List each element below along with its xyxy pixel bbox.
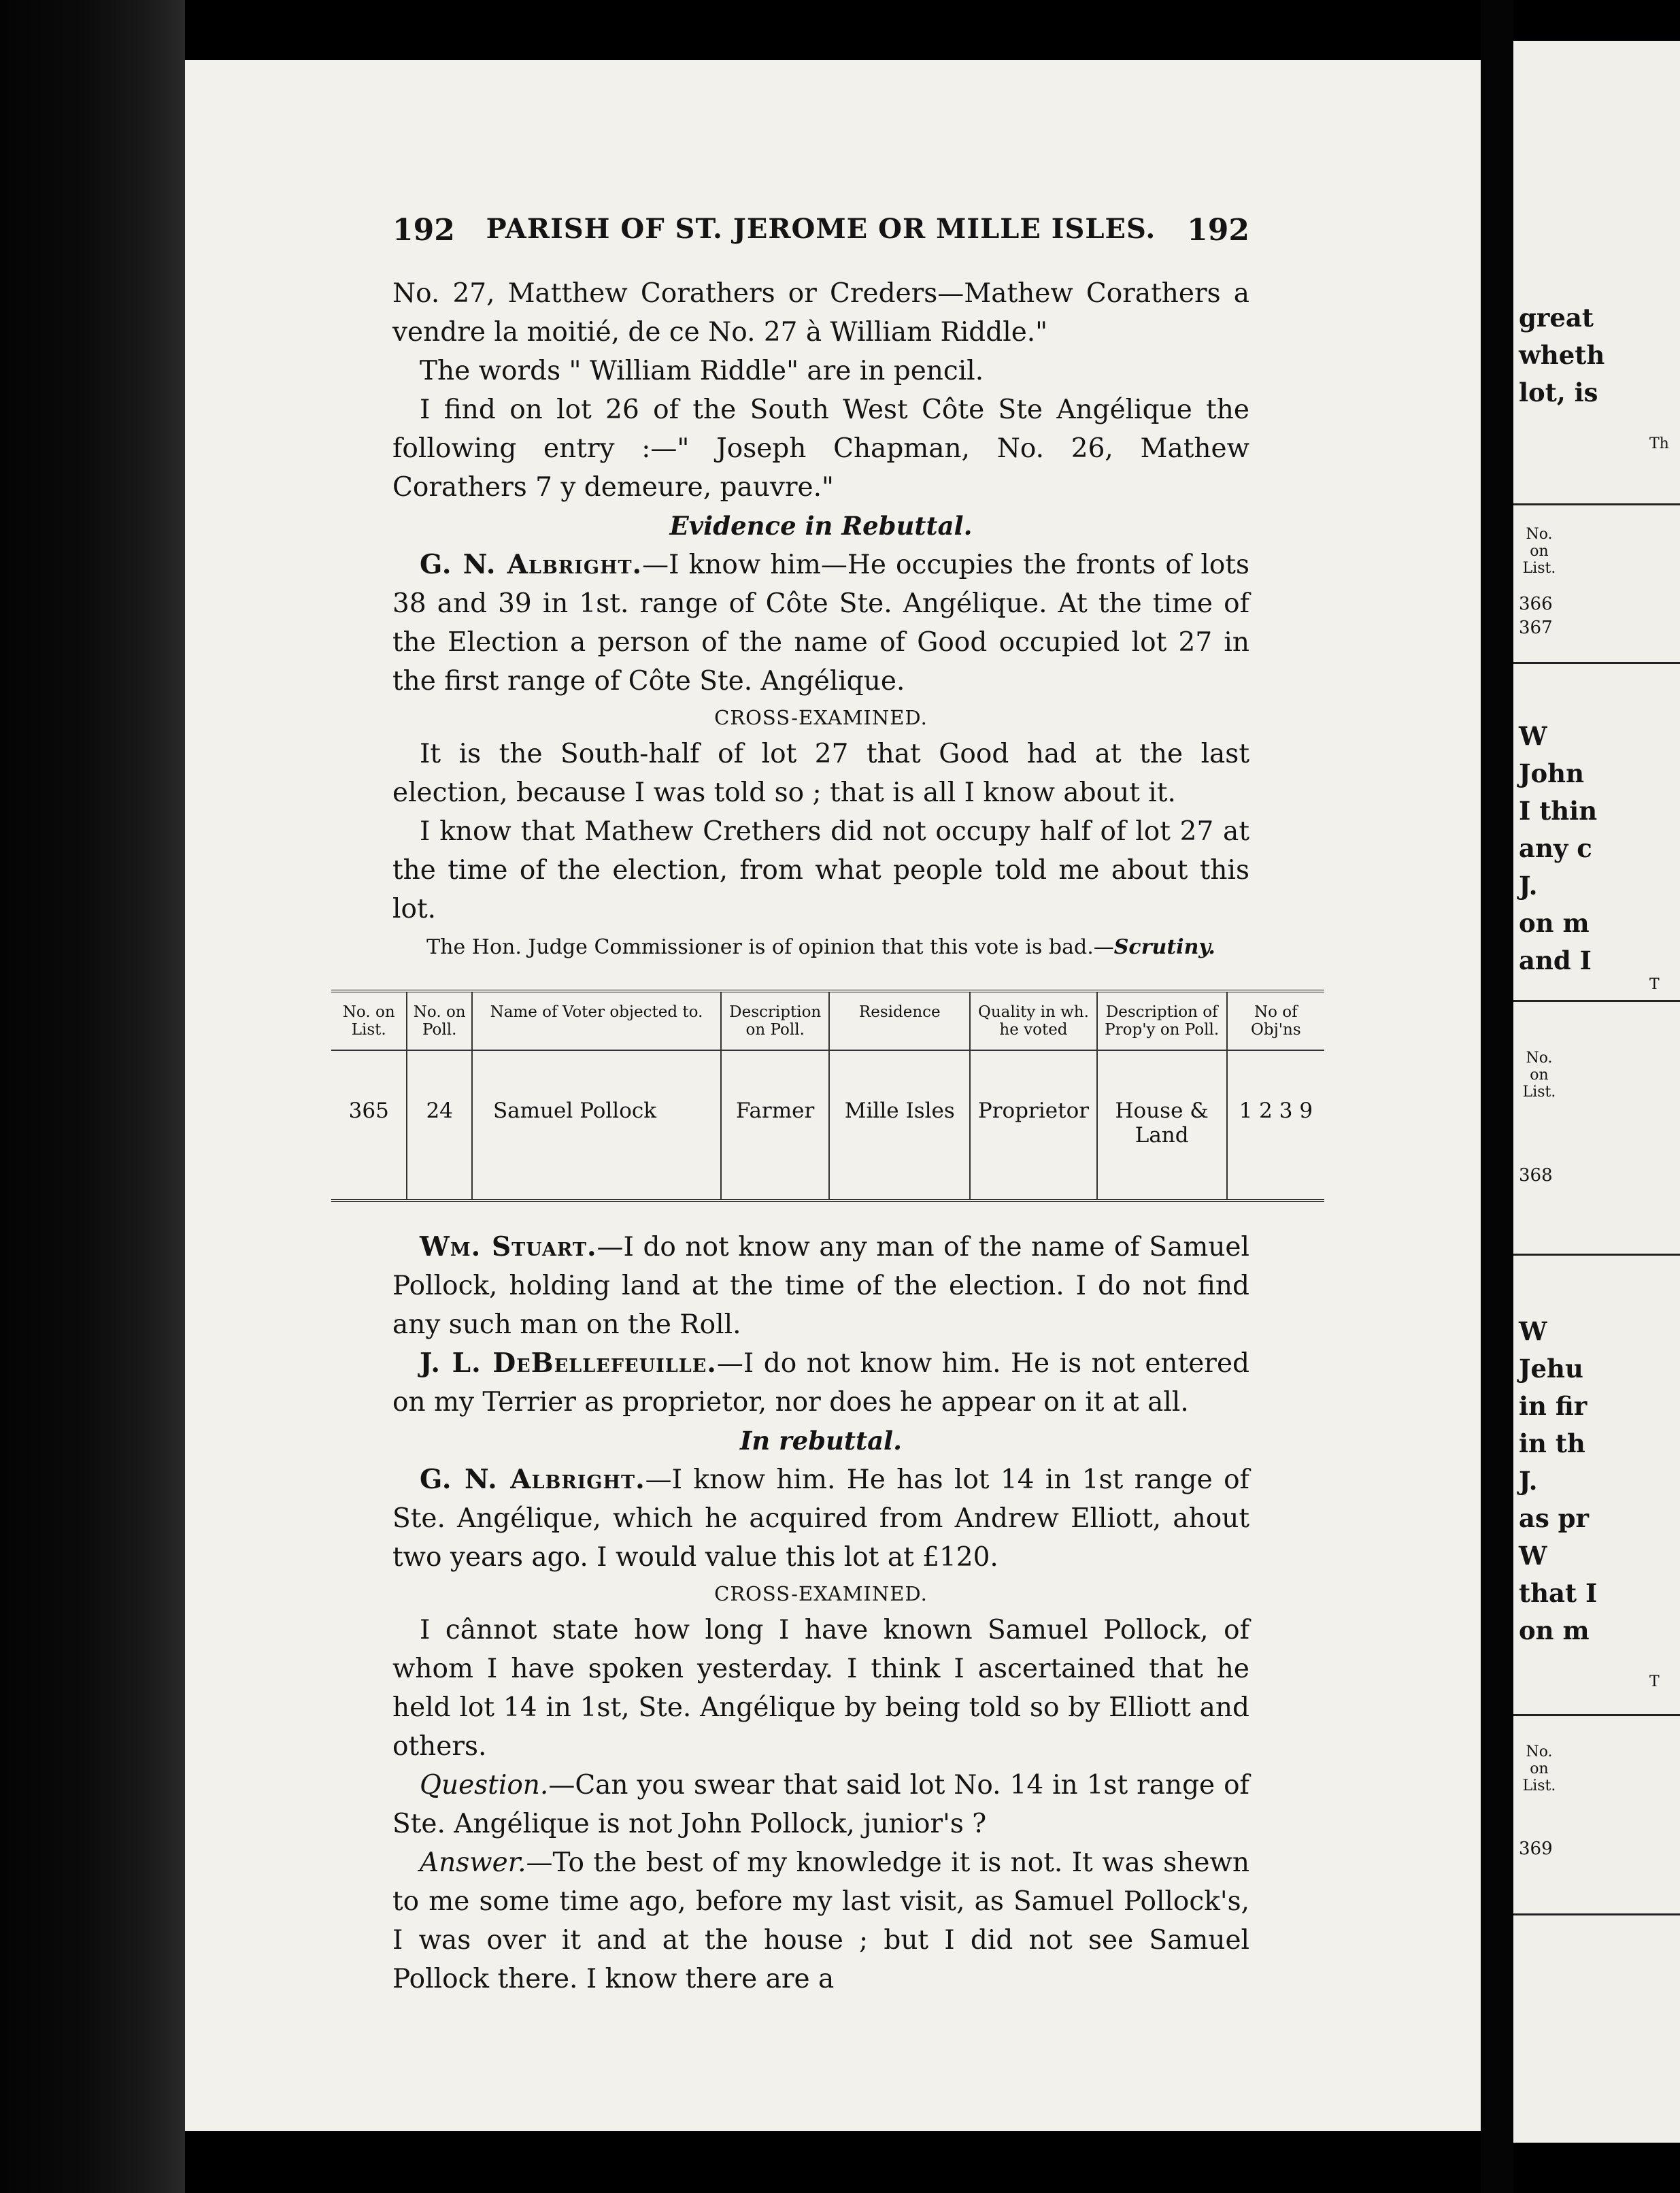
next-page-line: on m [1519,1616,1590,1645]
next-page-line: that I [1519,1578,1598,1608]
witness-name: G. N. Albright. [420,549,643,580]
paragraph-3: I find on lot 26 of the South West Côte Ste Angélique the following entry :—" Joseph Chapman, No. 26, Mathew Corathers 7 y demeure, pauvre." [392,395,1249,503]
paragraph-1: No. 27, Matthew Corathers or Creders—Mathew Corathers a vendre la moitié, de ce No. 27 à William Riddle." [392,278,1249,348]
next-page-line: W [1519,1541,1547,1571]
paragraph-7 [392,1228,1249,1344]
judge-note-text: The Hon. Judge Commissioner is of opinion that this vote is bad.— [426,935,1114,959]
paragraph-9 [392,1460,1249,1577]
heading-cross-examined-2: CROSS-EXAMINED. [714,1582,928,1605]
next-page-line: J. [1519,1466,1538,1496]
next-page-line: any c [1519,833,1592,863]
next-page-line: I thin [1519,796,1598,826]
next-page-line: as pr [1519,1503,1590,1533]
next-page-table-2 [1513,1000,1680,1256]
col-header-no-on-list: No. on List. [331,991,407,1050]
cell-voter-name: Samuel Pollock [472,1050,721,1201]
next-page-line: John [1519,758,1584,788]
cell-description: Farmer [721,1050,829,1201]
running-header [392,213,1249,274]
voter-table [331,990,1324,1202]
testimony-text: —I do not know him. He is not entered on my Terrier as proprietor, nor does he appear on it at all. [392,1348,1249,1418]
page-number-left: 192 [392,213,455,248]
heading-cross-examined-1: CROSS-EXAMINED. [714,706,928,729]
cell-residence: Mille Isles [829,1050,970,1201]
next-page-table-cell: 366 [1519,594,1553,614]
paragraph-12 [392,1843,1249,1998]
col-header-voter-name: Name of Voter objected to. [472,991,721,1050]
cell-property: House & Land [1097,1050,1227,1201]
next-page-line: J. [1519,871,1538,901]
next-page-table-cell: 367 [1519,618,1553,638]
paragraph-2: The words " William Riddle" are in pencil. [420,356,984,386]
page-title: PARISH OF ST. JEROME OR MILLE ISLES. [486,213,1156,245]
answer-label: Answer. [420,1847,526,1878]
col-header-description: Description on Poll. [721,991,829,1050]
judge-note-verdict: Scrutiny. [1113,935,1215,959]
question-text: —Can you swear that said lot No. 14 in 1st range of Ste. Angélique is not John Pollock, junior's ? [392,1770,1249,1839]
cell-quality: Proprietor [970,1050,1096,1201]
col-header-quality: Quality in wh. he voted [970,991,1096,1050]
witness-name: J. L. DeBellefeuille. [420,1347,717,1379]
next-page-line: T [1649,976,1660,993]
next-page-line: lot, is [1519,378,1598,407]
question-label: Question. [420,1770,549,1801]
col-header-objections: No of Obj'ns [1227,991,1324,1050]
paragraph-11 [392,1766,1249,1843]
heading-evidence-in-rebuttal: Evidence in Rebuttal. [669,511,973,541]
next-page-table-header: No. on List. [1522,1743,1556,1794]
voter-table-header-row [331,991,1324,1050]
col-header-residence: Residence [829,991,970,1050]
testimony-text: —I know him. He has lot 14 in 1st range of Ste. Angélique, which he acquired from Andrew Elliott, ahout two years ago. I would value this lot at £120. [392,1464,1249,1573]
testimony-text: —I know him—He occupies the fronts of lots 38 and 39 in 1st. range of Côte Ste. Angélique. At the time of the Election a person of the name of Good occupied lot 27 in the first range of Côte Ste. Angélique. [392,550,1249,697]
next-page-table-header: No. on List. [1522,1050,1556,1101]
witness-name: Wm. Stuart. [420,1231,597,1262]
next-page-line: in th [1519,1428,1585,1458]
next-page-table-3 [1513,1714,1680,1915]
testimony-text: —I do not know any man of the name of Samuel Pollock, holding land at the time of the election. I do not find any such man on the Roll. [392,1232,1249,1340]
paragraph-4 [392,546,1249,701]
cell-no-on-list: 365 [331,1050,407,1201]
col-header-no-on-poll: No. on Poll. [407,991,472,1050]
answer-text: —To the best of my knowledge it is not. It was shewn to me some time ago, before my last visit, as Samuel Pollock's, I was over it and at the house ; but I did not see Samuel Pollock there. I know there are a [392,1847,1249,1994]
cell-objections: 1 2 3 9 [1239,1099,1313,1123]
cell-no-on-poll: 24 [407,1050,472,1201]
paragraph-5: It is the South-half of lot 27 that Good had at the last election, because I was told so ; that is all I know about it. [392,739,1249,808]
next-page-table-cell: 369 [1519,1839,1553,1859]
next-page-line: on m [1519,908,1590,938]
next-page-table-cell: 368 [1519,1165,1553,1186]
book-page [185,60,1481,2131]
page-content [342,213,1313,1998]
paragraph-8 [392,1344,1249,1422]
page-number-right: 192 [1187,213,1249,248]
paragraph-10: I cânnot state how long I have known Samuel Pollock, of whom I have spoken yesterday. I think I ascertained that he held lot 14 in 1st, Ste. Angélique by being told so by Elliott and others. [392,1615,1249,1762]
paragraph-6: I know that Mathew Crethers did not occupy half of lot 27 at the time of the election, from what people told me about this lot. [392,816,1249,924]
next-page-line: great [1519,303,1594,333]
next-page-table-1 [1513,503,1680,664]
witness-name: G. N. Albright. [420,1464,645,1495]
next-page-line: W [1519,1316,1547,1346]
next-page-line: W [1519,721,1547,751]
page-gutter [1481,0,1513,2193]
next-page-line: Jehu [1519,1354,1583,1384]
next-page-fragment [1513,41,1680,2143]
judge-note [392,931,1249,964]
table-row [331,1050,1324,1201]
heading-in-rebuttal: In rebuttal. [740,1426,902,1456]
next-page-line: Th [1649,435,1669,452]
scan-left-edge [0,0,185,2193]
next-page-line: wheth [1519,340,1605,370]
next-page-line: and I [1519,945,1592,975]
next-page-line: T [1649,1673,1660,1690]
col-header-property: Description of Prop'y on Poll. [1097,991,1227,1050]
next-page-line: in fir [1519,1391,1587,1421]
next-page-table-header: No. on List. [1522,526,1556,577]
